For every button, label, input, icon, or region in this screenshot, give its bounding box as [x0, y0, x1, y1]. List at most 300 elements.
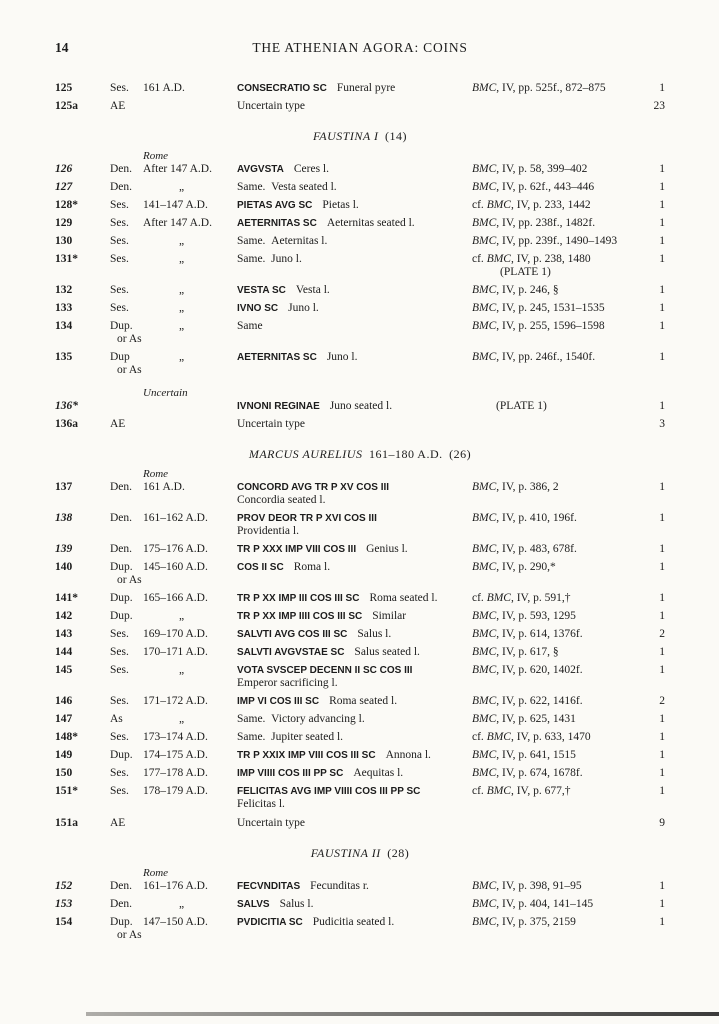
reference-plain: (PLATE 1)	[496, 400, 547, 412]
entry-count: 1	[659, 898, 665, 910]
reference-line	[472, 217, 635, 230]
section-heading	[55, 447, 665, 462]
entry-description	[237, 785, 472, 811]
description-text: Same. Jupiter seated l.	[237, 731, 344, 743]
denomination-line: Dup	[110, 351, 130, 363]
reference-text: , IV, p. 58, 399–402	[496, 163, 588, 175]
entry-number: 130	[55, 235, 73, 247]
catalog-entry	[55, 400, 665, 413]
entry-reference	[472, 543, 635, 556]
catalog-entry	[55, 351, 665, 377]
description-line	[237, 181, 472, 194]
entry-number: 154	[55, 916, 73, 928]
reference-text: , IV, p. 674, 1678f.	[496, 767, 583, 779]
entry-count: 1	[659, 767, 665, 779]
entry-date: 174–175 A.D.	[143, 749, 208, 761]
entry-count: 1	[659, 664, 665, 676]
entry-description	[237, 82, 472, 95]
description-text: Juno seated l.	[329, 400, 393, 412]
entry-date: 177–178 A.D.	[143, 767, 208, 779]
reference-line	[472, 916, 635, 929]
entry-denomination	[110, 749, 143, 762]
entry-reference	[472, 100, 635, 113]
catalog-entry	[55, 418, 665, 431]
entry-reference	[472, 163, 635, 176]
entry-denomination	[110, 199, 143, 212]
coin-legend: IVNONI REGINAE	[237, 401, 320, 412]
reference-text: , IV, p. 591,†	[510, 592, 571, 604]
entry-reference	[472, 82, 635, 95]
entry-date: „	[179, 235, 185, 247]
reference-line	[472, 199, 635, 212]
entry-count: 1	[659, 217, 665, 229]
page-title: THE ATHENIAN AGORA: COINS	[252, 40, 468, 55]
entry-denomination	[110, 163, 143, 176]
description-line	[237, 880, 472, 893]
entry-denomination	[110, 253, 143, 279]
reference-line	[472, 543, 635, 556]
entry-date: 161 A.D.	[143, 82, 185, 94]
coin-legend: CONCORD AVG TR P XV COS III	[237, 482, 390, 493]
entry-date: 161–162 A.D.	[143, 512, 208, 524]
entry-date: 161–176 A.D.	[143, 880, 208, 892]
coin-legend: VOTA SVSCEP DECENN II SC COS III	[237, 665, 413, 676]
denomination-line: Ses.	[110, 785, 129, 797]
reference-line	[472, 181, 635, 194]
description-line	[237, 199, 472, 212]
entry-date: 173–174 A.D.	[143, 731, 208, 743]
entry-date: „	[179, 302, 185, 314]
catalog-entry	[55, 646, 665, 659]
reference-bmc: BMC	[472, 713, 497, 725]
entry-description	[237, 664, 472, 690]
description-line	[237, 592, 472, 605]
reference-bmc: BMC	[472, 695, 497, 707]
denomination-line: Ses.	[110, 731, 129, 743]
reference-line	[472, 880, 635, 893]
denomination-line: AE	[110, 100, 126, 112]
reference-bmc: BMC	[472, 351, 497, 363]
entry-denomination	[110, 916, 143, 942]
entry-reference	[472, 880, 635, 893]
entry-number: 133	[55, 302, 73, 314]
catalog-entry	[55, 628, 665, 641]
description-text: Genius l.	[366, 543, 408, 555]
reference-bmc: BMC	[472, 646, 497, 658]
catalog-entry	[55, 181, 665, 194]
reference-text: , IV, p. 483, 678f.	[496, 543, 577, 555]
reference-line	[472, 302, 635, 315]
entry-description	[237, 916, 472, 942]
catalog-entry	[55, 481, 665, 507]
entry-date: After 147 A.D.	[143, 217, 212, 229]
entry-date: 165–166 A.D.	[143, 592, 208, 604]
entry-count: 1	[659, 181, 665, 193]
catalog-entry	[55, 561, 665, 587]
reference-bmc: BMC	[472, 749, 497, 761]
description-text: Juno l.	[326, 351, 358, 363]
entry-date: „	[179, 351, 185, 363]
reference-line	[472, 713, 635, 726]
entry-count: 1	[659, 512, 665, 524]
entry-denomination	[110, 181, 143, 194]
entry-date: „	[179, 610, 185, 622]
entry-date: 147–150 A.D.	[143, 916, 208, 928]
catalog-entry	[55, 100, 665, 113]
entry-description	[237, 898, 472, 911]
entry-denomination	[110, 302, 143, 315]
description-line	[237, 320, 472, 333]
entry-reference	[472, 181, 635, 194]
reference-line	[472, 253, 635, 266]
denomination-line: Ses.	[110, 284, 129, 296]
denomination-line: Den.	[110, 880, 133, 892]
reference-cf: cf.	[472, 199, 487, 211]
denomination-line: Den.	[110, 181, 133, 193]
reference-text: , IV, pp. 246f., 1540f.	[496, 351, 596, 363]
catalog-entry	[55, 767, 665, 780]
section-name: MARCUS AURELIUS	[248, 447, 363, 461]
entry-reference	[472, 628, 635, 641]
reference-bmc: BMC	[472, 235, 497, 247]
entry-date: 161 A.D.	[143, 481, 185, 493]
entry-denomination	[110, 817, 143, 830]
reference-line	[472, 749, 635, 762]
entry-date	[143, 817, 237, 830]
catalog-entry	[55, 543, 665, 556]
section-name: FAUSTINA II	[310, 846, 381, 860]
entry-description	[237, 543, 472, 556]
reference-text: , IV, p. 620, 1402f.	[496, 664, 583, 676]
coin-legend: IMP VIIII COS III PP SC	[237, 768, 344, 779]
description-line	[237, 916, 472, 929]
reference-text: , IV, p. 398, 91–95	[496, 880, 582, 892]
description-text: Vesta l.	[295, 284, 330, 296]
description-text: Same. Aeternitas l.	[237, 235, 328, 247]
entry-count: 1	[659, 543, 665, 555]
reference-bmc: BMC	[472, 880, 497, 892]
entry-number: 137	[55, 481, 73, 493]
denomination-line: Ses.	[110, 253, 129, 265]
denomination-line: Dup.	[110, 592, 133, 604]
entry-number: 129	[55, 217, 73, 229]
description-line	[237, 664, 472, 677]
entry-reference	[472, 284, 635, 297]
catalog-entry	[55, 731, 665, 744]
description-text: Similar	[372, 610, 407, 622]
entry-number: 152	[55, 880, 73, 892]
entry-reference	[472, 713, 635, 726]
entry-date: 141–147 A.D.	[143, 199, 208, 211]
denomination-line: AE	[110, 817, 126, 829]
reference-text: , IV, p. 233, 1442	[510, 199, 591, 211]
denomination-line: Den.	[110, 163, 133, 175]
reference-text: , IV, p. 410, 196f.	[496, 512, 577, 524]
reference-bmc: BMC	[486, 592, 511, 604]
reference-line	[472, 235, 635, 248]
reference-cf: cf.	[472, 785, 487, 797]
coin-legend: AVGVSTA	[237, 164, 284, 175]
entry-denomination	[110, 418, 143, 431]
reference-line	[472, 731, 635, 744]
entry-count: 1	[659, 610, 665, 622]
reference-line	[472, 646, 635, 659]
entry-description	[237, 217, 472, 230]
entry-description	[237, 302, 472, 315]
reference-line	[472, 695, 635, 708]
reference-text: , IV, p. 62f., 443–446	[496, 181, 595, 193]
denomination-line: Ses.	[110, 82, 129, 94]
coin-legend: PROV DEOR TR P XVI COS III	[237, 513, 377, 524]
reference-text: , IV, p. 614, 1376f.	[496, 628, 583, 640]
entry-reference	[472, 400, 635, 413]
denomination-line: Den.	[110, 543, 133, 555]
denomination-line: Dup.	[110, 916, 133, 928]
entry-count: 1	[659, 400, 665, 412]
description-text: Same. Juno l.	[237, 253, 302, 265]
reference-text: , IV, p. 290,*	[496, 561, 556, 573]
entry-count: 23	[653, 100, 665, 112]
denomination-line: Ses.	[110, 235, 129, 247]
catalog-entry	[55, 785, 665, 811]
catalog-entry	[55, 320, 665, 346]
reference-bmc: BMC	[472, 302, 497, 314]
entry-date: After 147 A.D.	[143, 163, 212, 175]
entry-description	[237, 351, 472, 377]
reference-line	[472, 351, 635, 364]
entry-number: 139	[55, 543, 73, 555]
entry-reference	[472, 320, 635, 346]
section-heading	[55, 129, 665, 144]
entry-reference	[472, 785, 635, 811]
description-line	[237, 731, 472, 744]
entry-count: 3	[659, 418, 665, 430]
entry-count: 2	[659, 628, 665, 640]
entry-number: 128*	[55, 199, 78, 211]
description-line	[237, 235, 472, 248]
page-header	[55, 40, 665, 57]
description-line	[237, 898, 472, 911]
entry-description	[237, 418, 472, 431]
catalog-entry	[55, 880, 665, 893]
section-count: (26)	[442, 447, 472, 461]
description-text: Juno l.	[288, 302, 319, 314]
coin-legend: IMP VI COS III SC	[237, 696, 320, 707]
entry-number: 151*	[55, 785, 78, 797]
catalog-entry	[55, 898, 665, 911]
catalog-entry	[55, 235, 665, 248]
entry-description	[237, 235, 472, 248]
reference-bmc: BMC	[472, 610, 497, 622]
catalog-entry	[55, 610, 665, 623]
denomination-line: AE	[110, 418, 126, 430]
reference-line	[472, 561, 635, 574]
entry-date: „	[179, 181, 185, 193]
reference-cf: cf.	[472, 592, 487, 604]
coin-legend: TR P XXIX IMP VIII COS III SC	[237, 750, 376, 761]
entry-denomination	[110, 543, 143, 556]
entry-number: 136*	[55, 400, 78, 412]
catalog-entry	[55, 284, 665, 297]
description-line	[237, 646, 472, 659]
reference-plate: (PLATE 1)	[500, 266, 551, 278]
description-text: Salus seated l.	[354, 646, 420, 658]
reference-line	[472, 592, 635, 605]
entry-number: 148*	[55, 731, 78, 743]
description-text: Salus l.	[279, 898, 314, 910]
entry-count: 1	[659, 731, 665, 743]
catalog-entry	[55, 749, 665, 762]
catalog-entry	[55, 817, 665, 830]
description-text: Same. Victory advancing l.	[237, 713, 365, 725]
entry-reference	[472, 592, 635, 605]
entry-description	[237, 628, 472, 641]
reference-text: , IV, p. 246, §	[496, 284, 559, 296]
entry-number: 149	[55, 749, 73, 761]
reference-line	[472, 284, 635, 297]
entry-date: „	[179, 284, 185, 296]
description-text: Pudicitia seated l.	[312, 916, 395, 928]
entry-date: „	[179, 898, 185, 910]
entry-description	[237, 767, 472, 780]
coin-legend: IVNO SC	[237, 303, 279, 314]
catalog-entry	[55, 695, 665, 708]
entry-denomination	[110, 628, 143, 641]
entry-number: 145	[55, 664, 73, 676]
entry-number: 136a	[55, 418, 78, 430]
description-line	[237, 481, 472, 494]
entry-reference	[472, 351, 635, 377]
entry-count: 1	[659, 284, 665, 296]
entry-reference	[472, 695, 635, 708]
entry-date: 178–179 A.D.	[143, 785, 208, 797]
reference-bmc: BMC	[472, 543, 497, 555]
description-line	[237, 749, 472, 762]
entry-number: 127	[55, 181, 73, 193]
description-text: Fecunditas r.	[310, 880, 369, 892]
catalog-entry	[55, 82, 665, 95]
description-line2: Felicitas l.	[237, 798, 285, 810]
entry-number: 125	[55, 82, 73, 94]
denomination-line: Den.	[110, 512, 133, 524]
reference-bmc: BMC	[486, 731, 511, 743]
entry-description	[237, 713, 472, 726]
entry-description	[237, 181, 472, 194]
entry-reference	[472, 898, 635, 911]
reference-text: , IV, p. 255, 1596–1598	[496, 320, 605, 332]
entry-number: 153	[55, 898, 73, 910]
reference-bmc: BMC	[472, 628, 497, 640]
entry-description	[237, 100, 472, 113]
reference-text: , IV, p. 593, 1295	[496, 610, 576, 622]
coin-legend: TR P XX IMP IIII COS III SC	[237, 611, 363, 622]
entry-count: 1	[659, 592, 665, 604]
description-text: Aeternitas seated l.	[326, 217, 415, 229]
denomination-line: Ses.	[110, 217, 129, 229]
denomination-line2: or As	[117, 333, 142, 345]
reference-text: , IV, pp. 525f., 872–875	[496, 82, 606, 94]
denomination-line: As	[110, 713, 123, 725]
reference-text: , IV, p. 245, 1531–1535	[496, 302, 605, 314]
entry-count: 1	[659, 646, 665, 658]
entry-reference	[472, 418, 635, 431]
entry-denomination	[110, 481, 143, 507]
catalog-entry	[55, 512, 665, 538]
description-line	[237, 512, 472, 525]
entry-description	[237, 646, 472, 659]
entry-date: 171–172 A.D.	[143, 695, 208, 707]
description-text: Aequitas l.	[353, 767, 404, 779]
coin-legend: AETERNITAS SC	[237, 352, 317, 363]
denomination-line: Ses.	[110, 199, 129, 211]
catalog-entry	[55, 592, 665, 605]
entry-count: 1	[659, 749, 665, 761]
entry-description	[237, 284, 472, 297]
entry-description	[237, 695, 472, 708]
entry-denomination	[110, 400, 143, 413]
coin-legend: TR P XXX IMP VIII COS III	[237, 544, 357, 555]
entry-count: 1	[659, 880, 665, 892]
description-line	[237, 543, 472, 556]
entry-denomination	[110, 235, 143, 248]
entry-number: 132	[55, 284, 73, 296]
description-text: Annona l.	[385, 749, 431, 761]
entry-reference	[472, 664, 635, 690]
description-line	[237, 610, 472, 623]
reference-bmc: BMC	[472, 916, 497, 928]
coin-legend: PIETAS AVG SC	[237, 200, 313, 211]
mint-label: Rome	[143, 867, 169, 879]
entry-date: 169–170 A.D.	[143, 628, 208, 640]
reference-text: , IV, p. 677,†	[510, 785, 571, 797]
entry-count: 1	[659, 916, 665, 928]
reference-cf: cf.	[472, 253, 487, 265]
entry-date: „	[179, 713, 185, 725]
entry-number: 143	[55, 628, 73, 640]
reference-bmc: BMC	[472, 163, 497, 175]
entry-count: 1	[659, 253, 665, 265]
entry-denomination	[110, 731, 143, 744]
denomination-line: Den.	[110, 481, 133, 493]
denomination-line: Dup.	[110, 561, 133, 573]
coin-legend: FELICITAS AVG IMP VIIII COS III PP SC	[237, 786, 421, 797]
description-text: Pietas l.	[322, 199, 359, 211]
reference-bmc: BMC	[472, 320, 497, 332]
entry-number: 125a	[55, 100, 78, 112]
reference-line	[472, 610, 635, 623]
description-line	[237, 302, 472, 315]
description-line	[237, 163, 472, 176]
denomination-line: Ses.	[110, 695, 129, 707]
coin-legend: AETERNITAS SC	[237, 218, 317, 229]
catalog-entry	[55, 163, 665, 176]
coin-legend: VESTA SC	[237, 285, 286, 296]
entry-denomination	[110, 82, 143, 95]
description-line	[237, 100, 472, 113]
entry-description	[237, 592, 472, 605]
reference-line	[472, 512, 635, 525]
reference-bmc: BMC	[472, 664, 497, 676]
entry-number: 150	[55, 767, 73, 779]
entry-denomination	[110, 785, 143, 811]
entry-reference	[472, 199, 635, 212]
entry-number: 151a	[55, 817, 78, 829]
reference-text: , IV, p. 617, §	[496, 646, 559, 658]
description-line	[237, 284, 472, 297]
entry-count: 1	[659, 561, 665, 573]
entry-number: 126	[55, 163, 73, 175]
reference-cf: cf.	[472, 731, 487, 743]
